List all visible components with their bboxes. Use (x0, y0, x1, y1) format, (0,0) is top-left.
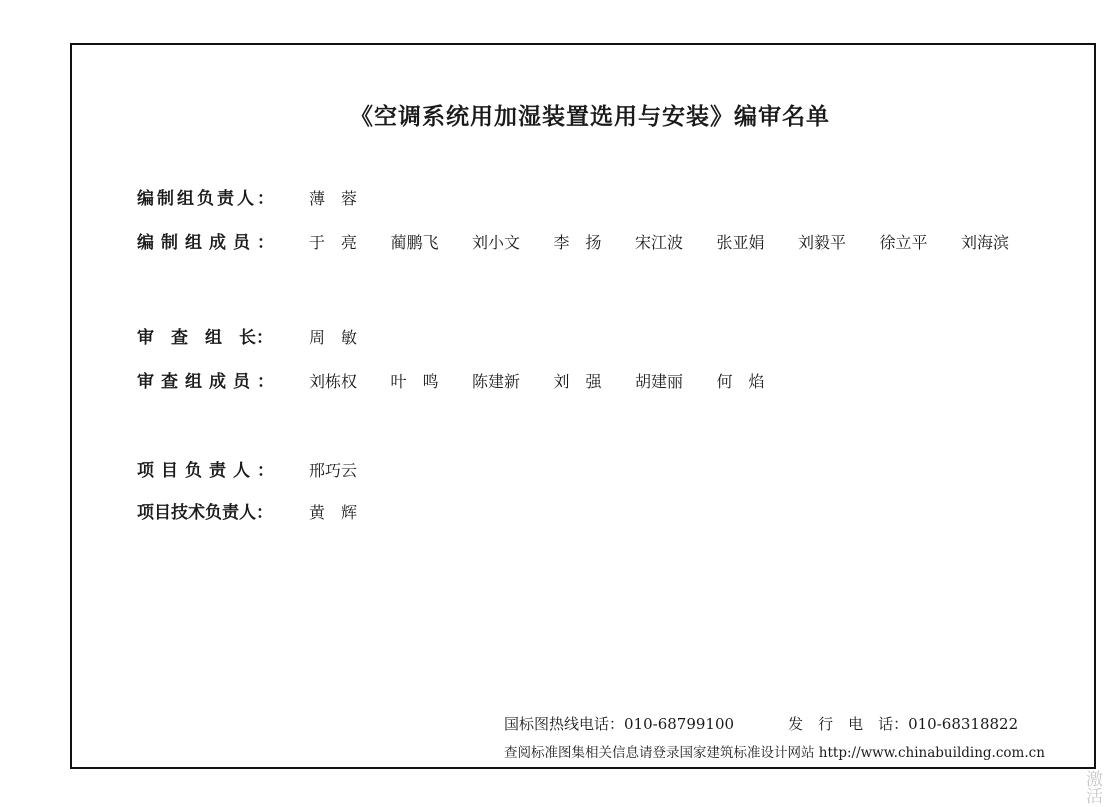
person-name: 刘毅平 (798, 233, 847, 252)
review-lead-label: 审 查 组 长： (137, 328, 273, 348)
review-members-row (137, 367, 798, 392)
compile-members-row (137, 228, 1043, 253)
compile-members-label: 编制组成员： (137, 233, 281, 253)
issue-phone-number: 010-68318822 (908, 715, 1019, 733)
person-name: 徐立平 (879, 233, 928, 252)
page-border (70, 43, 1096, 769)
person-name: 何 焰 (716, 372, 765, 391)
review-lead-names (309, 325, 391, 348)
person-name: 邢巧云 (309, 461, 358, 480)
person-name: 宋江波 (635, 233, 684, 252)
hotline-number: 010-68799100 (624, 715, 735, 733)
person-name: 叶 鸣 (390, 372, 439, 391)
person-name: 陈建新 (472, 372, 521, 391)
compile-lead-row (137, 184, 391, 209)
footer-phones (504, 713, 1018, 734)
compile-lead-names (309, 186, 391, 209)
person-name: 胡建丽 (635, 372, 684, 391)
review-members-label: 审查组成员： (137, 372, 281, 392)
project-lead-label: 项目负责人： (137, 461, 281, 481)
project-lead-row (137, 456, 391, 481)
person-name: 刘 强 (553, 372, 602, 391)
person-name: 于 亮 (309, 233, 358, 252)
activation-watermark: 激活 (1086, 770, 1103, 807)
review-lead-row (137, 323, 391, 348)
person-name: 张亚娟 (716, 233, 765, 252)
person-name: 刘海滨 (961, 233, 1010, 252)
person-name: 薄 蓉 (309, 189, 358, 208)
tech-lead-row (137, 498, 391, 523)
person-name: 刘小文 (472, 233, 521, 252)
person-name: 李 扬 (553, 233, 602, 252)
issue-phone-label: 发 行 电 话： (788, 715, 909, 733)
person-name: 周 敏 (309, 328, 358, 347)
review-members-names (309, 369, 798, 392)
person-name: 蔺鹏飞 (390, 233, 439, 252)
footer-website-info: 查阅标准图集相关信息请登录国家建筑标准设计网站 http://www.chinabuilding.com.cn (504, 745, 1045, 761)
person-name: 黄 辉 (309, 503, 358, 522)
tech-lead-names (309, 500, 391, 523)
document-title: 《空调系统用加湿装置选用与安装》编审名单 (350, 104, 830, 130)
project-lead-names (309, 458, 391, 481)
person-name: 刘栋权 (309, 372, 358, 391)
tech-lead-label: 项目技术负责人： (137, 503, 273, 523)
hotline-label: 国标图热线电话： (504, 715, 625, 733)
compile-members-names (309, 230, 1043, 253)
compile-lead-label: 编制组负责人： (137, 189, 277, 209)
